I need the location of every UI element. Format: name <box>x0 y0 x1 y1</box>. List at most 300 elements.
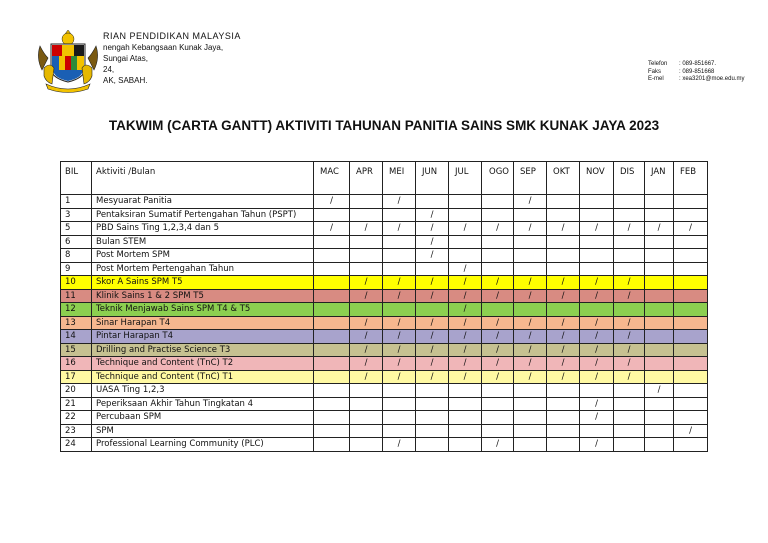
month-cell <box>416 438 449 452</box>
row-bil: 13 <box>61 316 92 330</box>
month-cell: / <box>383 438 416 452</box>
month-cell: / <box>547 289 580 303</box>
month-cell: / <box>383 289 416 303</box>
month-cell: / <box>547 343 580 357</box>
month-cell: / <box>482 289 514 303</box>
month-cell: / <box>383 330 416 344</box>
table-row <box>61 384 708 398</box>
month-cell <box>674 289 708 303</box>
month-cell: / <box>614 289 645 303</box>
month-cell <box>416 303 449 317</box>
month-cell <box>350 249 383 263</box>
month-cell <box>547 303 580 317</box>
month-cell: / <box>580 357 614 371</box>
header-month: MEI <box>383 162 416 195</box>
address-line-3: AK, SABAH. <box>103 76 148 85</box>
month-cell: / <box>416 289 449 303</box>
table-row <box>61 249 708 263</box>
month-cell: / <box>514 330 547 344</box>
table-row <box>61 303 708 317</box>
month-cell: / <box>614 316 645 330</box>
month-cell <box>645 316 674 330</box>
month-cell <box>674 357 708 371</box>
month-cell <box>383 424 416 438</box>
table-row <box>61 289 708 303</box>
month-cell: / <box>416 370 449 384</box>
month-cell: / <box>547 222 580 236</box>
header-month: JAN <box>645 162 674 195</box>
row-activity: Klinik Sains 1 & 2 SPM T5 <box>92 289 314 303</box>
row-activity: Drilling and Practise Science T3 <box>92 343 314 357</box>
month-cell: / <box>449 276 482 290</box>
faks-value: : 089-851668 <box>679 68 715 75</box>
school-address <box>103 31 241 86</box>
ministry-name: RIAN PENDIDIKAN MALAYSIA <box>103 31 241 41</box>
emel-label: E-mel <box>648 76 664 82</box>
month-cell: / <box>514 276 547 290</box>
month-cell <box>614 397 645 411</box>
month-cell <box>580 384 614 398</box>
month-cell: / <box>580 411 614 425</box>
month-cell: / <box>383 222 416 236</box>
month-cell <box>580 424 614 438</box>
month-cell <box>674 262 708 276</box>
month-cell <box>314 303 350 317</box>
month-cell: / <box>645 222 674 236</box>
row-activity: Sinar Harapan T4 <box>92 316 314 330</box>
month-cell <box>547 397 580 411</box>
gantt-body <box>61 162 708 452</box>
row-bil: 9 <box>61 262 92 276</box>
month-cell: / <box>514 289 547 303</box>
month-cell <box>674 343 708 357</box>
month-cell: / <box>482 330 514 344</box>
month-cell <box>482 411 514 425</box>
month-cell <box>645 195 674 209</box>
malaysia-crest-logo <box>34 28 102 94</box>
month-cell <box>645 357 674 371</box>
month-cell: / <box>416 235 449 249</box>
month-cell: / <box>547 370 580 384</box>
month-cell <box>514 411 547 425</box>
month-cell: / <box>482 316 514 330</box>
month-cell <box>614 195 645 209</box>
row-activity: Peperiksaan Akhir Tahun Tingkatan 4 <box>92 397 314 411</box>
month-cell <box>416 384 449 398</box>
month-cell <box>580 195 614 209</box>
month-cell <box>350 424 383 438</box>
month-cell: / <box>416 343 449 357</box>
month-cell: / <box>614 370 645 384</box>
month-cell: / <box>482 343 514 357</box>
header-row <box>61 162 708 195</box>
month-cell <box>547 438 580 452</box>
month-cell <box>314 289 350 303</box>
table-row <box>61 343 708 357</box>
month-cell: / <box>350 343 383 357</box>
month-cell <box>645 249 674 263</box>
month-cell: / <box>383 357 416 371</box>
month-cell: / <box>449 357 482 371</box>
header-month: JUL <box>449 162 482 195</box>
month-cell <box>674 438 708 452</box>
row-bil: 1 <box>61 195 92 209</box>
header-month: JUN <box>416 162 449 195</box>
month-cell: / <box>449 289 482 303</box>
month-cell <box>449 195 482 209</box>
row-activity: Pentaksiran Sumatif Pertengahan Tahun (PSPT) <box>92 208 314 222</box>
month-cell: / <box>547 330 580 344</box>
month-cell: / <box>614 276 645 290</box>
month-cell <box>514 438 547 452</box>
table-row <box>61 208 708 222</box>
header-month: NOV <box>580 162 614 195</box>
month-cell <box>674 330 708 344</box>
month-cell <box>547 249 580 263</box>
month-cell <box>383 397 416 411</box>
month-cell: / <box>580 316 614 330</box>
month-cell: / <box>449 316 482 330</box>
header-month: DIS <box>614 162 645 195</box>
month-cell <box>482 235 514 249</box>
row-bil: 12 <box>61 303 92 317</box>
address-line-2: 24, <box>103 65 115 74</box>
month-cell <box>314 357 350 371</box>
month-cell <box>449 235 482 249</box>
month-cell: / <box>514 316 547 330</box>
month-cell <box>482 195 514 209</box>
header-month: MAC <box>314 162 350 195</box>
month-cell <box>547 235 580 249</box>
month-cell <box>350 384 383 398</box>
month-cell: / <box>580 222 614 236</box>
month-cell: / <box>383 343 416 357</box>
month-cell <box>449 411 482 425</box>
month-cell: / <box>482 276 514 290</box>
month-cell <box>350 235 383 249</box>
month-cell: / <box>514 195 547 209</box>
month-cell <box>547 411 580 425</box>
month-cell <box>614 303 645 317</box>
month-cell: / <box>350 222 383 236</box>
month-cell: / <box>614 330 645 344</box>
month-cell: / <box>416 357 449 371</box>
month-cell <box>314 384 350 398</box>
month-cell <box>314 330 350 344</box>
row-activity: Professional Learning Community (PLC) <box>92 438 314 452</box>
table-row <box>61 397 708 411</box>
month-cell: / <box>416 316 449 330</box>
table-row <box>61 411 708 425</box>
header-bil: BIL <box>61 162 92 195</box>
row-activity: Skor A Sains SPM T5 <box>92 276 314 290</box>
month-cell: / <box>614 343 645 357</box>
document-title: TAKWIM (CARTA GANTT) AKTIVITI TAHUNAN PANITIA SAINS SMK KUNAK JAYA 2023 <box>108 118 660 133</box>
month-cell: / <box>383 195 416 209</box>
month-cell: / <box>314 195 350 209</box>
month-cell <box>674 303 708 317</box>
month-cell: / <box>580 276 614 290</box>
month-cell <box>645 438 674 452</box>
month-cell <box>614 249 645 263</box>
gantt-table <box>60 161 708 452</box>
faks-label: Faks <box>648 68 662 75</box>
header-month: OGO <box>482 162 514 195</box>
month-cell <box>314 249 350 263</box>
month-cell: / <box>350 370 383 384</box>
month-cell <box>645 276 674 290</box>
month-cell <box>482 262 514 276</box>
table-row <box>61 316 708 330</box>
row-bil: 17 <box>61 370 92 384</box>
month-cell: / <box>449 222 482 236</box>
month-cell <box>449 438 482 452</box>
month-cell <box>645 397 674 411</box>
month-cell <box>674 411 708 425</box>
month-cell: / <box>580 330 614 344</box>
month-cell <box>314 276 350 290</box>
row-bil: 21 <box>61 397 92 411</box>
month-cell <box>580 262 614 276</box>
month-cell <box>383 208 416 222</box>
row-activity: UASA Ting 1,2,3 <box>92 384 314 398</box>
month-cell <box>645 303 674 317</box>
month-cell: / <box>416 276 449 290</box>
month-cell <box>614 424 645 438</box>
month-cell <box>645 235 674 249</box>
row-activity: Technique and Content (TnC) T1 <box>92 370 314 384</box>
month-cell: / <box>482 370 514 384</box>
table-row <box>61 222 708 236</box>
telefon-label: Telefon <box>648 61 668 67</box>
month-cell <box>350 411 383 425</box>
month-cell <box>547 208 580 222</box>
month-cell <box>645 343 674 357</box>
month-cell: / <box>614 357 645 371</box>
row-bil: 22 <box>61 411 92 425</box>
month-cell <box>482 424 514 438</box>
row-bil: 8 <box>61 249 92 263</box>
month-cell <box>580 249 614 263</box>
table-row <box>61 276 708 290</box>
month-cell <box>350 195 383 209</box>
table-row <box>61 235 708 249</box>
row-bil: 23 <box>61 424 92 438</box>
month-cell <box>614 384 645 398</box>
header-month: FEB <box>674 162 708 195</box>
month-cell: / <box>580 370 614 384</box>
table-row <box>61 370 708 384</box>
month-cell <box>314 208 350 222</box>
month-cell <box>645 330 674 344</box>
month-cell <box>645 370 674 384</box>
row-activity: Teknik Menjawab Sains SPM T4 & T5 <box>92 303 314 317</box>
month-cell <box>449 208 482 222</box>
month-cell: / <box>350 330 383 344</box>
month-cell <box>645 411 674 425</box>
month-cell <box>514 424 547 438</box>
month-cell <box>514 303 547 317</box>
month-cell: / <box>547 316 580 330</box>
table-row <box>61 357 708 371</box>
month-cell <box>314 424 350 438</box>
month-cell: / <box>514 357 547 371</box>
month-cell <box>674 276 708 290</box>
row-activity: PBD Sains Ting 1,2,3,4 dan 5 <box>92 222 314 236</box>
row-bil: 15 <box>61 343 92 357</box>
month-cell <box>482 303 514 317</box>
month-cell: / <box>547 276 580 290</box>
month-cell <box>449 249 482 263</box>
month-cell: / <box>614 222 645 236</box>
month-cell <box>674 195 708 209</box>
month-cell <box>580 235 614 249</box>
month-cell <box>449 384 482 398</box>
table-row <box>61 424 708 438</box>
row-activity: Mesyuarat Panitia <box>92 195 314 209</box>
month-cell <box>674 384 708 398</box>
month-cell <box>514 384 547 398</box>
month-cell <box>482 208 514 222</box>
month-cell: / <box>350 357 383 371</box>
month-cell <box>547 262 580 276</box>
row-bil: 5 <box>61 222 92 236</box>
month-cell <box>614 208 645 222</box>
month-cell <box>416 397 449 411</box>
month-cell: / <box>314 222 350 236</box>
month-cell <box>674 397 708 411</box>
month-cell <box>580 208 614 222</box>
month-cell: / <box>514 370 547 384</box>
month-cell <box>614 262 645 276</box>
month-cell <box>350 303 383 317</box>
row-activity: Pintar Harapan T4 <box>92 330 314 344</box>
emel-value: : xea3201@moe.edu.my <box>679 76 745 82</box>
month-cell: / <box>580 397 614 411</box>
month-cell <box>645 424 674 438</box>
month-cell <box>416 411 449 425</box>
row-bil: 20 <box>61 384 92 398</box>
month-cell <box>645 262 674 276</box>
table-row <box>61 195 708 209</box>
month-cell: / <box>350 289 383 303</box>
month-cell: / <box>645 384 674 398</box>
table-row <box>61 330 708 344</box>
month-cell <box>514 235 547 249</box>
row-activity: Percubaan SPM <box>92 411 314 425</box>
month-cell <box>383 262 416 276</box>
school-name: nengah Kebangsaan Kunak Jaya, <box>103 43 224 52</box>
month-cell <box>383 411 416 425</box>
month-cell <box>514 397 547 411</box>
month-cell: / <box>482 438 514 452</box>
month-cell <box>645 208 674 222</box>
month-cell <box>614 235 645 249</box>
month-cell: / <box>350 276 383 290</box>
month-cell: / <box>482 357 514 371</box>
header-month: OKT <box>547 162 580 195</box>
telefon-value: : 089-851667. <box>679 61 717 67</box>
month-cell <box>416 195 449 209</box>
month-cell <box>482 384 514 398</box>
month-cell <box>645 289 674 303</box>
row-bil: 6 <box>61 235 92 249</box>
table-row <box>61 262 708 276</box>
month-cell <box>449 397 482 411</box>
month-cell <box>314 235 350 249</box>
month-cell: / <box>580 438 614 452</box>
header-month: SEP <box>514 162 547 195</box>
month-cell: / <box>449 330 482 344</box>
month-cell <box>674 235 708 249</box>
month-cell: / <box>580 343 614 357</box>
month-cell <box>383 249 416 263</box>
month-cell <box>314 397 350 411</box>
month-cell: / <box>449 262 482 276</box>
row-bil: 16 <box>61 357 92 371</box>
month-cell: / <box>416 222 449 236</box>
table-row <box>61 438 708 452</box>
month-cell: / <box>449 343 482 357</box>
month-cell <box>547 195 580 209</box>
month-cell <box>514 249 547 263</box>
month-cell <box>674 208 708 222</box>
row-activity: Post Mortem Pertengahan Tahun <box>92 262 314 276</box>
month-cell <box>383 384 416 398</box>
header-activity: Aktiviti /Bulan <box>92 162 314 195</box>
month-cell: / <box>383 276 416 290</box>
month-cell <box>514 262 547 276</box>
month-cell: / <box>350 316 383 330</box>
address-line-1: Sungai Atas, <box>103 54 148 63</box>
month-cell: / <box>449 303 482 317</box>
row-bil: 11 <box>61 289 92 303</box>
month-cell: / <box>674 222 708 236</box>
month-cell <box>674 316 708 330</box>
month-cell <box>514 208 547 222</box>
row-activity: SPM <box>92 424 314 438</box>
month-cell <box>314 343 350 357</box>
row-activity: Bulan STEM <box>92 235 314 249</box>
month-cell <box>350 262 383 276</box>
month-cell <box>614 438 645 452</box>
month-cell <box>350 208 383 222</box>
month-cell <box>314 262 350 276</box>
month-cell: / <box>383 370 416 384</box>
month-cell <box>482 249 514 263</box>
month-cell <box>350 438 383 452</box>
month-cell <box>314 316 350 330</box>
month-cell <box>314 411 350 425</box>
row-activity: Technique and Content (TnC) T2 <box>92 357 314 371</box>
month-cell <box>547 424 580 438</box>
month-cell <box>383 303 416 317</box>
month-cell: / <box>580 289 614 303</box>
month-cell: / <box>514 343 547 357</box>
row-bil: 3 <box>61 208 92 222</box>
month-cell: / <box>482 222 514 236</box>
month-cell: / <box>416 208 449 222</box>
header-month: APR <box>350 162 383 195</box>
month-cell: / <box>449 370 482 384</box>
month-cell <box>614 411 645 425</box>
row-bil: 14 <box>61 330 92 344</box>
month-cell <box>547 384 580 398</box>
month-cell <box>482 397 514 411</box>
month-cell: / <box>383 316 416 330</box>
month-cell <box>416 424 449 438</box>
month-cell: / <box>514 222 547 236</box>
